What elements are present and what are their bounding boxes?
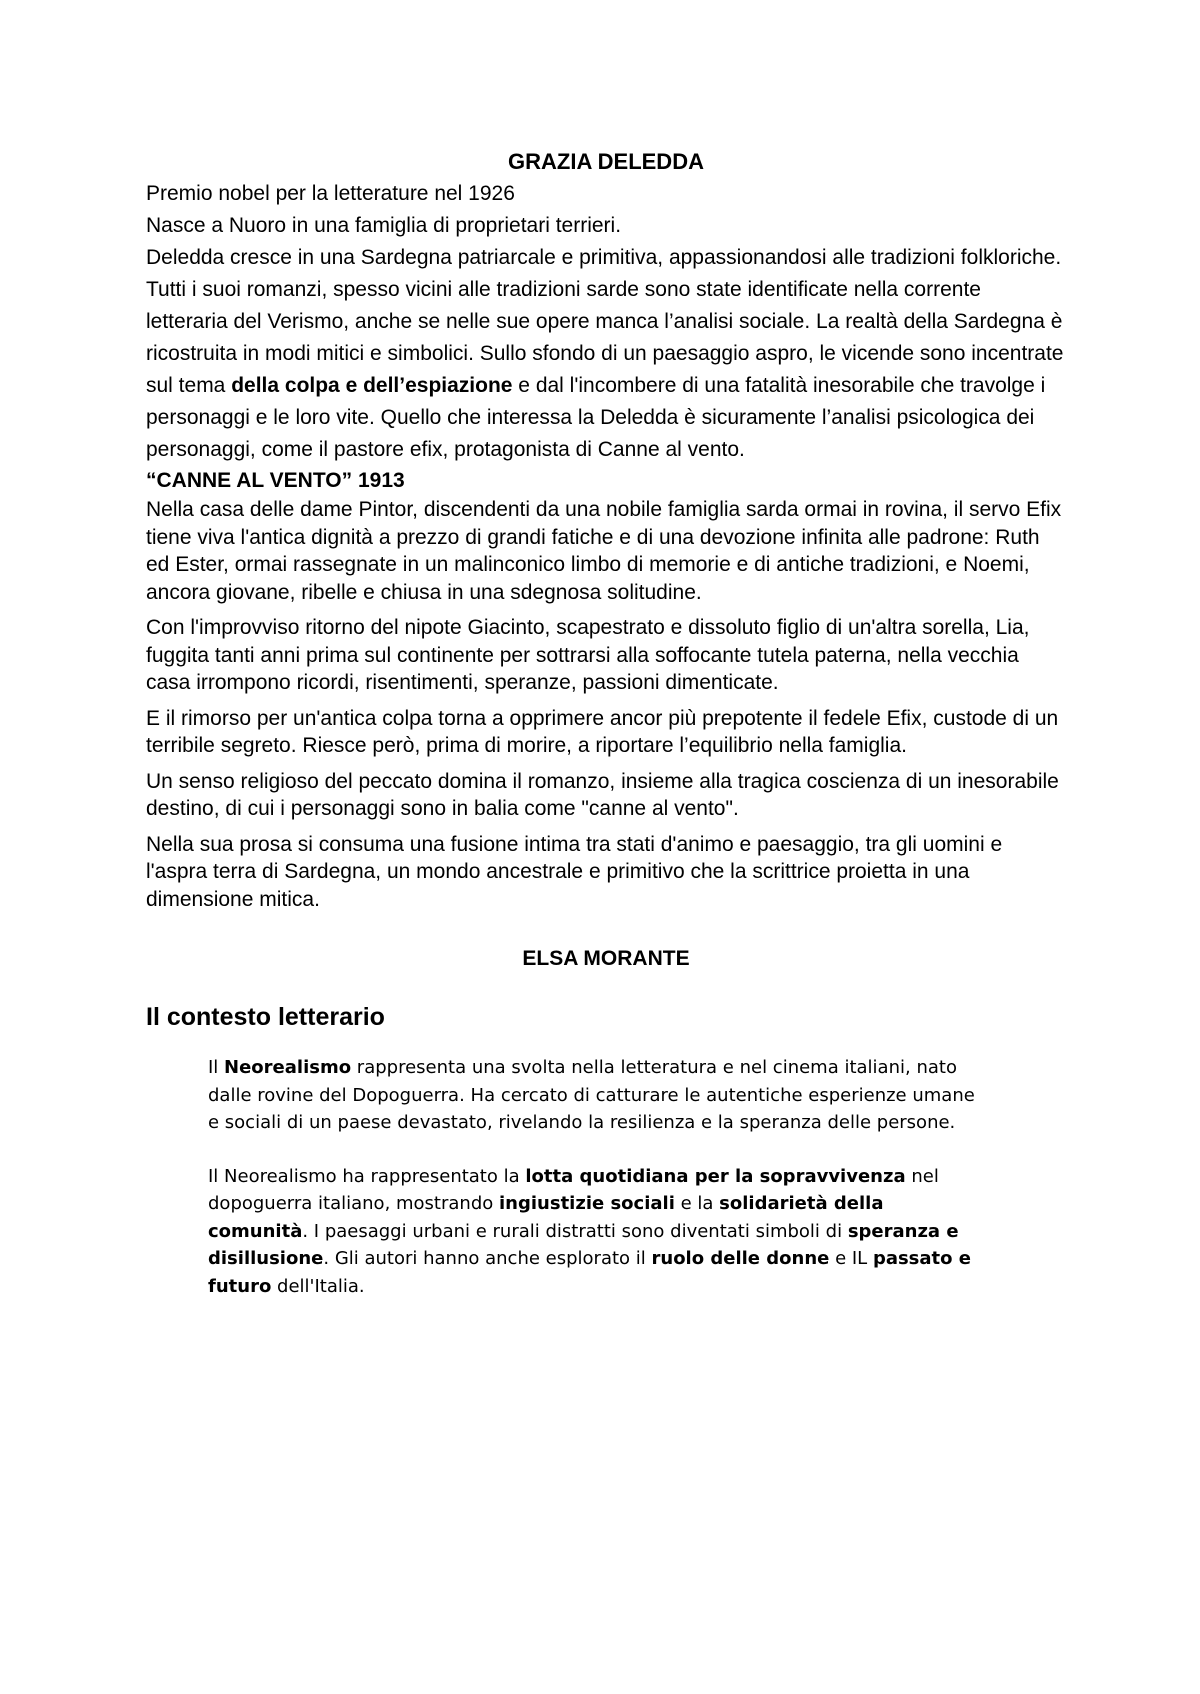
deledda-title: GRAZIA DELEDDA xyxy=(508,149,704,174)
text-run: nel dopoguerra italiano, mostrando xyxy=(208,1165,939,1214)
bold-run: speranza e disillusione xyxy=(208,1220,959,1269)
neorealism-paragraph-2 xyxy=(208,1163,988,1301)
text-run: e la xyxy=(674,1193,720,1214)
morante-title: ELSA MORANTE xyxy=(522,947,690,970)
bold-run: lotta quotidiana per la sopravvivenza xyxy=(525,1165,906,1187)
text-run: Il xyxy=(208,1057,225,1078)
neorealism-paragraph-1 xyxy=(208,1054,988,1137)
novel-paragraph: Un senso religioso del peccato domina il romanzo, insieme alla tragica coscienza di un inesorabile destino, di cui i personaggi sono in balia come "canne al vento". xyxy=(146,769,1059,820)
bio-bold-theme: della colpa e dell’espiazione xyxy=(231,374,513,397)
text-run: Il Neorealismo ha rappresentato la xyxy=(208,1165,526,1187)
novel-paragraph: Nella sua prosa si consuma una fusione intima tra stati d'animo e paesaggio, tra gli uomini e l'aspra terra di Sardegna, un mondo ancestrale e primitivo che la scrittrice proietta in una dimensione mitica. xyxy=(146,832,1003,911)
birth-line: Nasce a Nuoro in una famiglia di proprietari terrieri. xyxy=(146,214,622,237)
novel-heading: “CANNE AL VENTO” 1913 xyxy=(146,469,405,492)
neorealism-block xyxy=(208,1054,988,1300)
text-run: rappresenta una svolta nella letteratura e nel cinema italiani, nato dalle rovine del Dopoguerra. Ha cercato di catturare le autentiche esperienze umane e sociali di un paese devastato, rivelando la resilienza e la speranza delle persone. xyxy=(208,1057,975,1133)
bold-run: Neorealismo xyxy=(224,1057,352,1078)
bold-run: solidarietà della comunità xyxy=(208,1193,884,1242)
novel-paragraph: Con l'improvviso ritorno del nipote Giacinto, scapestrato e dissoluto figlio di un'altra sorella, Lia, fuggita tanti anni prima sul continente per sottrarsi alla soffocante tutela paterna, nella vecchia casa irrompono ricordi, risentimenti, speranze, passioni dimenticate. xyxy=(146,616,1030,694)
bio-text: Deledda cresce in una Sardegna patriarcale e primitiva, appassionandosi alle tradizioni folkloriche. Tutti i suoi romanzi, spesso vicini alle tradizioni sarde sono state identificate nella corrente letteraria del Verismo, anche se nelle sue opere manca l’analisi sociale. La realtà della Sardegna è ricostruita in modi mitici e simbolici. Sullo sfondo di un paesaggio aspro, le vicende sono incentrate sul tema xyxy=(146,246,1064,397)
bold-run: ingiustizie sociali xyxy=(499,1193,675,1214)
text-run: dell'Italia. xyxy=(271,1275,365,1297)
nobel-prize-line: Premio nobel per la letterature nel 1926 xyxy=(146,182,515,205)
text-run: . I paesaggi urbani e rurali distratti sono diventati simboli di xyxy=(302,1220,848,1242)
bold-run: ruolo delle donne xyxy=(651,1248,830,1269)
novel-paragraph: E il rimorso per un'antica colpa torna a opprimere ancor più prepotente il fedele Efix, custode di un terribile segreto. Riesce però, prima di morire, a riportare l’equilibrio nella famiglia. xyxy=(146,706,1059,757)
document-page xyxy=(146,146,1066,1300)
context-heading: Il contesto letterario xyxy=(146,1003,385,1031)
bold-run: passato e futuro xyxy=(208,1248,971,1297)
deledda-bio-paragraph xyxy=(146,242,1066,466)
text-run: e IL xyxy=(829,1248,873,1269)
novel-paragraph: Nella casa delle dame Pintor, discendenti da una nobile famiglia sarda ormai in rovina, il servo Efix tiene viva l'antica dignità a prezzo di grandi fatiche e di una devozione infinita alle padrone: Ruth ed Ester, ormai rassegnate in un malinconico limbo di memorie e di antiche tradizioni, e Noemi, ancora giovane, ribelle e chiusa in una sdegnosa solitudine. xyxy=(146,498,1062,604)
text-run: . Gli autori hanno anche esplorato il xyxy=(323,1248,652,1269)
bio-text: e dal l'incombere di una fatalità inesorabile che travolge i personaggi e le loro vite. Quello che interessa la Deledda è sicuramente l’analisi psicologica dei personaggi, come il pastore efix, protagonista di Canne al vento. xyxy=(146,374,1046,461)
